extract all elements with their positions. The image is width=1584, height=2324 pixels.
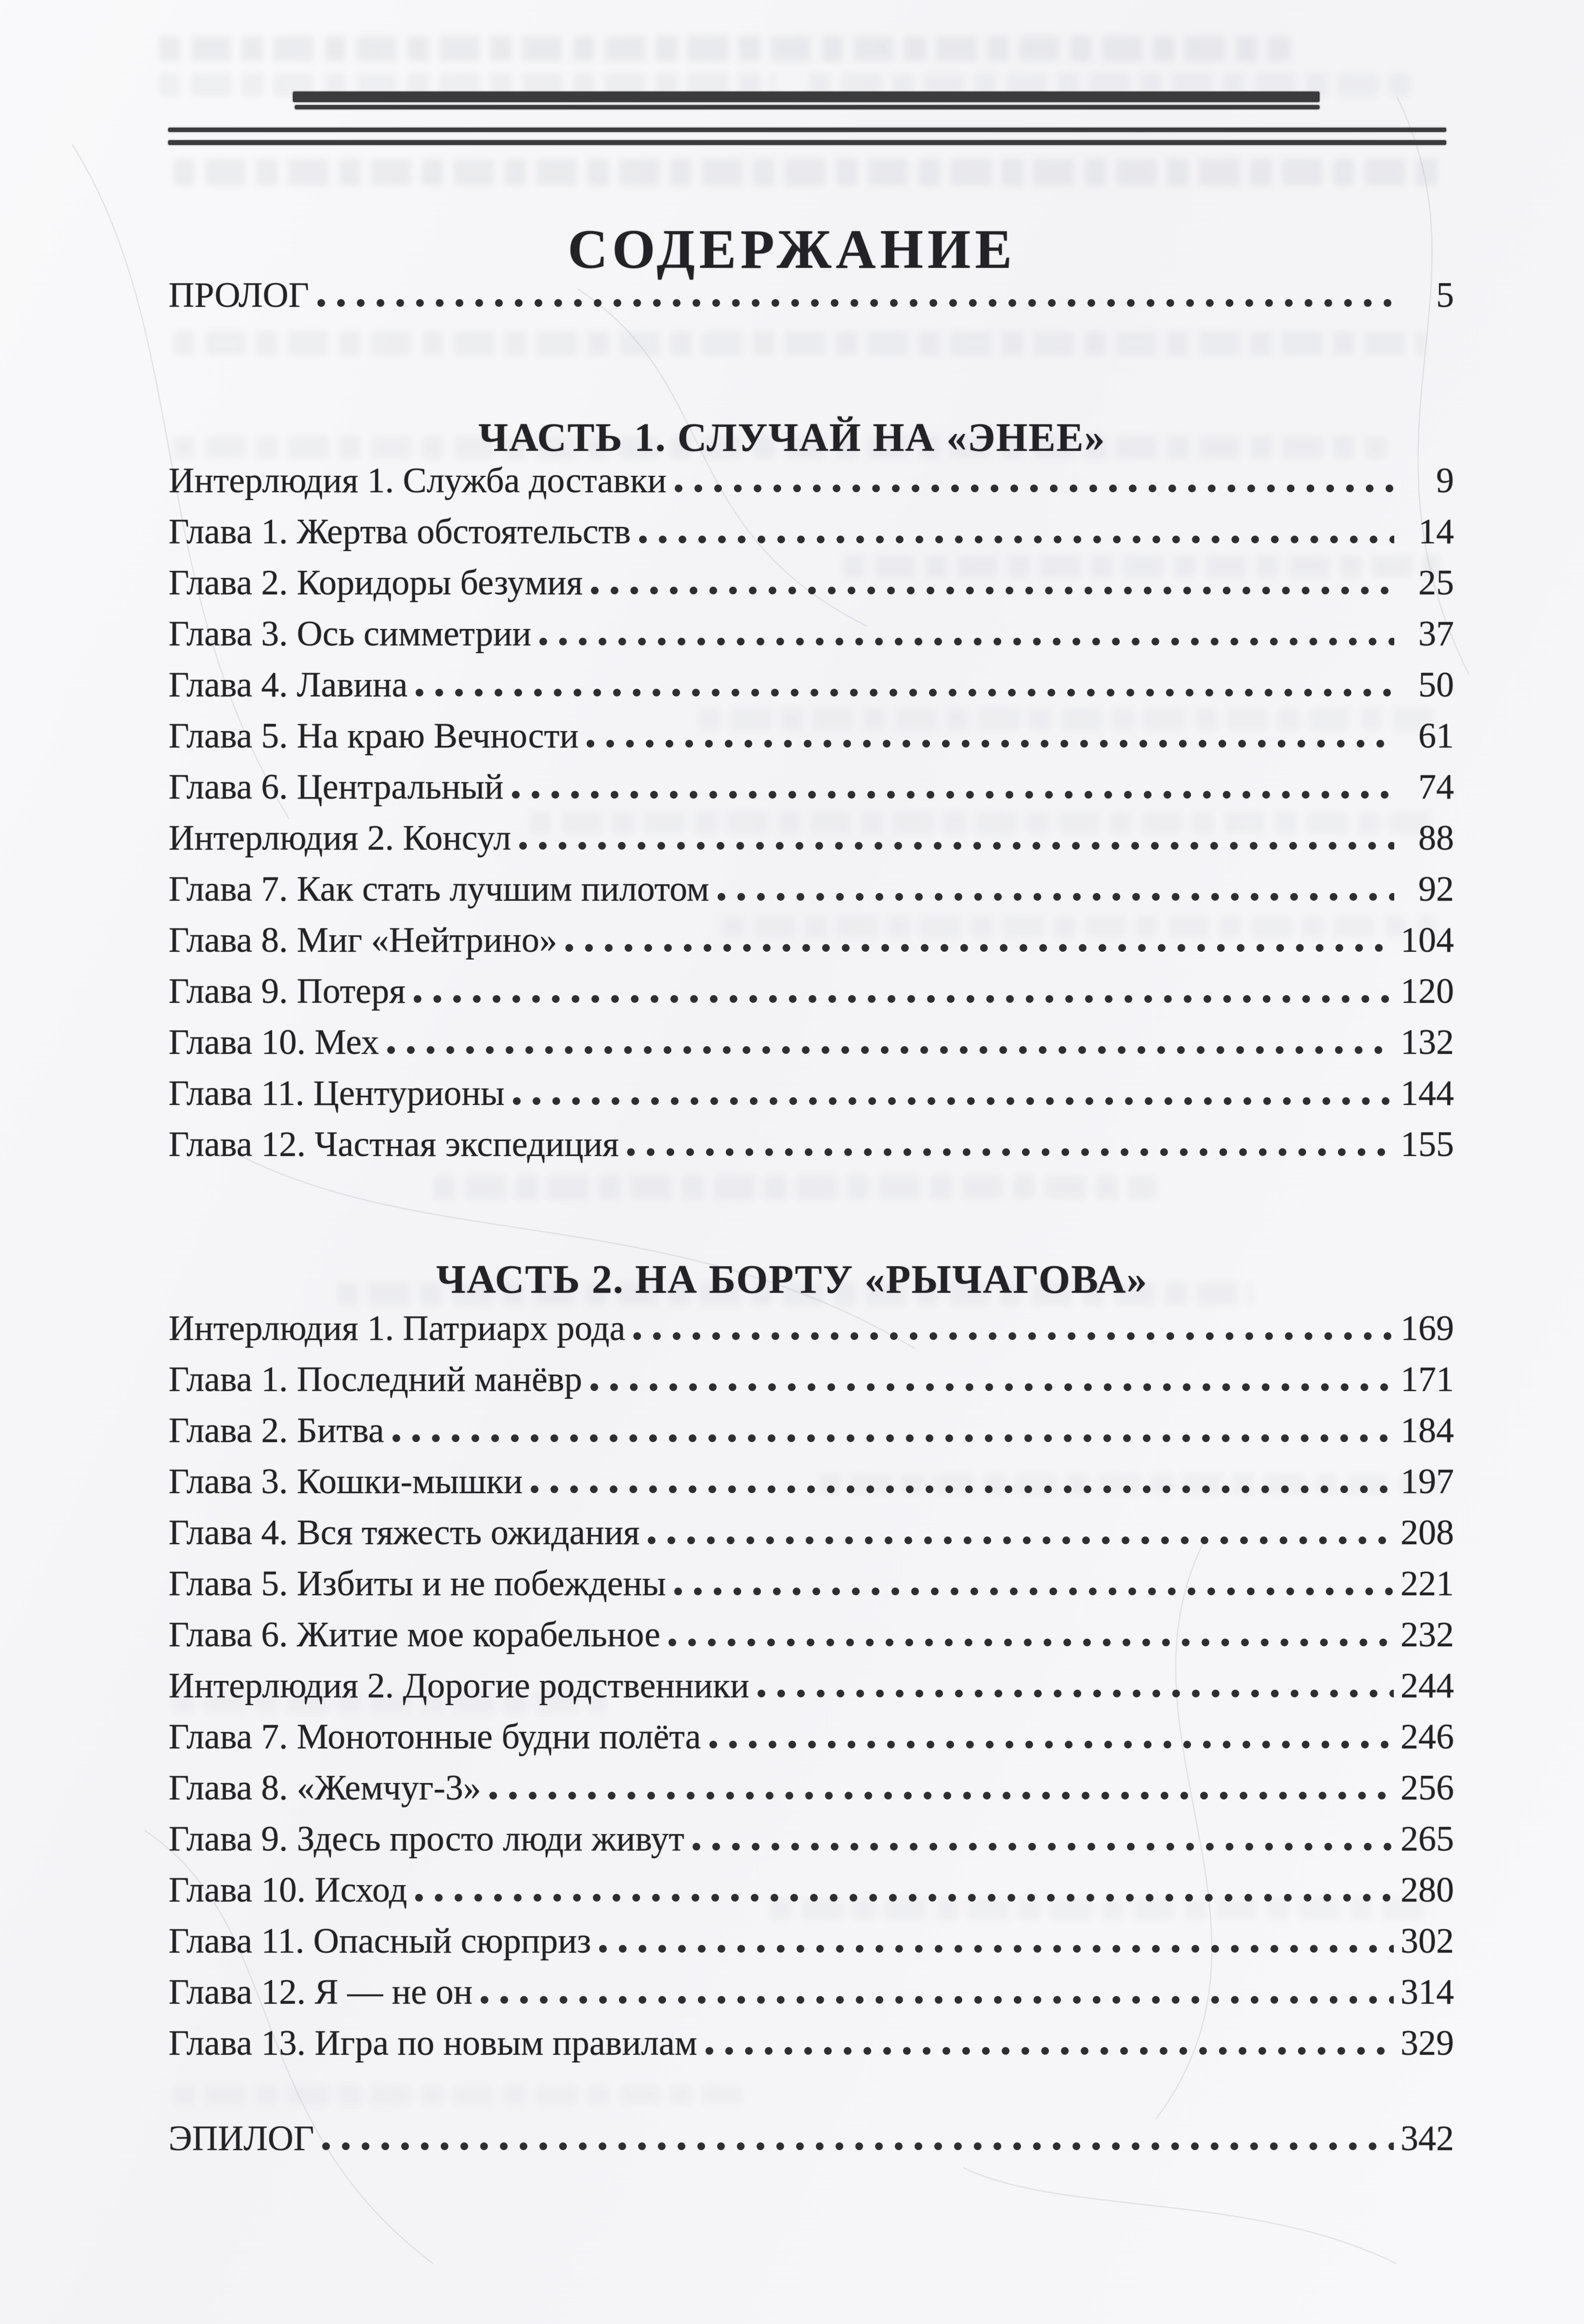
- dot-leader: [709, 1740, 1394, 1749]
- dot-leader: [519, 841, 1394, 850]
- decorative-rule-thick: [293, 92, 1320, 102]
- dot-leader: [717, 893, 1394, 901]
- toc-entry-page: 144: [1401, 1074, 1454, 1113]
- dot-leader: [413, 995, 1394, 1003]
- toc-entry: [169, 1704, 1454, 1755]
- toc-entry-label: Глава 2. Битва: [169, 1411, 384, 1450]
- toc-entry-label: ПРОЛОГ: [169, 276, 309, 315]
- toc-entry-label: Глава 11. Центурионы: [169, 1074, 505, 1113]
- toc-entry-page: 302: [1401, 1921, 1454, 1961]
- toc-entry: [169, 1653, 1454, 1704]
- toc-entry-label: ЭПИЛОГ: [169, 2119, 314, 2158]
- dot-leader: [511, 790, 1394, 799]
- toc-entry-label: Интерлюдия 1. Служба доставки: [169, 461, 667, 500]
- toc-entry-label: Глава 8. «Жемчуг-3»: [169, 1768, 481, 1808]
- toc-entry-label: Глава 3. Ось симметрии: [169, 614, 532, 654]
- part-2-entries: [169, 1295, 1454, 2061]
- decorative-rule-upper: [168, 128, 1446, 132]
- toc-entry-page: 280: [1401, 1870, 1454, 1910]
- toc-entry-page: 50: [1418, 665, 1454, 705]
- dot-leader: [627, 1148, 1394, 1156]
- toc-entry: [169, 1806, 1454, 1857]
- toc-entry: [169, 1755, 1454, 1806]
- dot-leader: [668, 1638, 1394, 1647]
- dot-leader: [674, 484, 1394, 493]
- toc-entry-page: 184: [1401, 1411, 1454, 1450]
- toc-entry-label: Глава 9. Потеря: [169, 972, 406, 1011]
- dot-leader: [317, 299, 1394, 307]
- dot-leader: [599, 1944, 1394, 1953]
- part-1-entries: [169, 447, 1454, 1162]
- toc-entry: [169, 1908, 1454, 1959]
- dot-leader: [692, 1842, 1394, 1851]
- ghost-text-artifact: [159, 36, 1291, 61]
- dot-leader: [415, 1893, 1394, 1902]
- toc-entry-page: 88: [1418, 818, 1454, 858]
- toc-entry-page: 5: [1436, 276, 1454, 315]
- dot-leader: [530, 1485, 1394, 1494]
- toc-entry-label: Глава 2. Коридоры безумия: [169, 563, 583, 603]
- decorative-rule-lower: [168, 140, 1446, 145]
- toc-entry-page: 120: [1401, 972, 1454, 1011]
- toc-entry: [169, 703, 1454, 754]
- toc-entry: [169, 805, 1454, 856]
- toc-entry-page: 197: [1401, 1462, 1454, 1501]
- toc-entry: [169, 856, 1454, 907]
- toc-entry: [169, 1397, 1454, 1448]
- toc-entry-label: Глава 7. Монотонные будни полёта: [169, 1717, 701, 1757]
- toc-entry-page: 265: [1401, 1819, 1454, 1859]
- toc-entry: [169, 1060, 1454, 1111]
- toc-entry-page: 244: [1401, 1666, 1454, 1706]
- dot-leader: [757, 1689, 1394, 1698]
- toc-entry: [169, 1959, 1454, 2010]
- toc-entry-page: 132: [1401, 1023, 1454, 1062]
- toc-entry-page: 25: [1418, 563, 1454, 603]
- toc-entry: [169, 958, 1454, 1009]
- toc-entry-label: Глава 11. Опасный сюрприз: [169, 1921, 591, 1961]
- toc-entry-label: Глава 6. Житие мое корабельное: [169, 1615, 661, 1654]
- dot-leader: [565, 944, 1394, 952]
- decorative-rule-thin: [295, 105, 1320, 109]
- toc-entry: [169, 550, 1454, 601]
- toc-entry-label: Интерлюдия 2. Дорогие родственники: [169, 1666, 749, 1706]
- toc-entry-page: 329: [1401, 2023, 1454, 2063]
- dot-leader: [633, 1332, 1394, 1340]
- toc-entry-page: 256: [1401, 1768, 1454, 1808]
- toc-entry-label: Глава 7. Как стать лучшим пилотом: [169, 869, 709, 909]
- toc-entry: [169, 1499, 1454, 1550]
- dot-leader: [705, 2047, 1394, 2055]
- toc-entry-page: 92: [1418, 869, 1454, 909]
- toc-entry-page: 208: [1401, 1513, 1454, 1552]
- toc-entry-epilogue: [169, 2105, 1454, 2156]
- dot-leader: [392, 1434, 1394, 1443]
- toc-entry-label: Глава 4. Вся тяжесть ожидания: [169, 1513, 640, 1552]
- toc-entry-label: Глава 12. Я — не он: [169, 1972, 473, 2012]
- toc-entry-prologue: [169, 262, 1454, 313]
- dot-leader: [387, 1046, 1394, 1054]
- toc-entry-page: 155: [1401, 1125, 1454, 1164]
- toc-entry: [169, 1111, 1454, 1162]
- toc-entry: [169, 1550, 1454, 1602]
- toc-entry: [169, 447, 1454, 499]
- dot-leader: [639, 535, 1394, 544]
- toc-entry: [169, 1602, 1454, 1653]
- toc-entry-label: Глава 1. Жертва обстоятельств: [169, 512, 631, 551]
- toc-entry: [169, 2010, 1454, 2061]
- dot-leader: [586, 739, 1394, 748]
- dot-leader: [590, 1383, 1394, 1392]
- toc-entry: [169, 1448, 1454, 1499]
- toc-entry-page: 74: [1418, 767, 1454, 807]
- toc-entry-label: Глава 10. Мех: [169, 1023, 379, 1062]
- toc-entry-page: 169: [1401, 1309, 1454, 1348]
- dot-leader: [480, 1996, 1394, 2004]
- toc-entry-page: 314: [1401, 1972, 1454, 2012]
- toc-entry: [169, 754, 1454, 805]
- toc-entry-page: 61: [1418, 716, 1454, 756]
- toc-entry: [169, 1346, 1454, 1397]
- dot-leader: [512, 1097, 1394, 1105]
- toc-entry-page: 14: [1418, 512, 1454, 551]
- toc-entry-label: Глава 10. Исход: [169, 1870, 407, 1910]
- toc-entry-label: Глава 9. Здесь просто люди живут: [169, 1819, 684, 1859]
- toc-entry-page: 104: [1401, 920, 1454, 960]
- toc-entry-label: Глава 13. Игра по новым правилам: [169, 2023, 697, 2063]
- dot-leader: [489, 1791, 1394, 1800]
- ghost-text-artifact: [173, 159, 1445, 186]
- toc-entry-label: Глава 8. Миг «Нейтрино»: [169, 920, 557, 960]
- page-title: СОДЕРЖАНИЕ: [567, 219, 1017, 280]
- dot-leader: [590, 586, 1394, 595]
- toc-entry: [169, 1857, 1454, 1908]
- ghost-text-artifact: [173, 331, 1426, 355]
- toc-entry-page: 9: [1436, 461, 1454, 500]
- toc-entry-label: Интерлюдия 2. Консул: [169, 818, 511, 858]
- toc-entry-page: 171: [1401, 1360, 1454, 1399]
- toc-entry: [169, 499, 1454, 550]
- toc-entry: [169, 652, 1454, 703]
- dot-leader: [322, 2142, 1394, 2151]
- part-2-heading: ЧАСТЬ 2. НА БОРТУ «РЫЧАГОВА»: [436, 1257, 1148, 1302]
- ghost-text-artifact: [173, 2086, 751, 2105]
- dot-leader: [539, 637, 1394, 646]
- dot-leader: [415, 688, 1394, 697]
- toc-entry-label: Интерлюдия 1. Патриарх рода: [169, 1309, 626, 1348]
- toc-entry-label: Глава 6. Центральный: [169, 767, 504, 807]
- toc-entry-page: 232: [1401, 1615, 1454, 1654]
- toc-entry: [169, 601, 1454, 652]
- toc-entry: [169, 1009, 1454, 1060]
- toc-entry-label: Глава 1. Последний манёвр: [169, 1360, 582, 1399]
- toc-entry: [169, 1295, 1454, 1346]
- toc-entry-label: Глава 4. Лавина: [169, 665, 408, 705]
- ghost-text-artifact: [433, 1175, 1156, 1199]
- toc-entry-page: 342: [1401, 2119, 1454, 2158]
- toc-entry-page: 37: [1418, 614, 1454, 654]
- dot-leader: [647, 1536, 1394, 1545]
- toc-entry-page: 221: [1401, 1564, 1454, 1603]
- toc-entry-page: 246: [1401, 1717, 1454, 1757]
- toc-entry-label: Глава 12. Частная экспедиция: [169, 1125, 619, 1164]
- toc-entry-label: Глава 3. Кошки-мышки: [169, 1462, 523, 1501]
- toc-entry-label: Глава 5. Избиты и не побеждены: [169, 1564, 666, 1603]
- part-1-heading: ЧАСТЬ 1. СЛУЧАЙ НА «ЭНЕЕ»: [478, 415, 1106, 460]
- dot-leader: [674, 1587, 1394, 1596]
- toc-entry: [169, 907, 1454, 958]
- toc-entry-label: Глава 5. На краю Вечности: [169, 716, 579, 756]
